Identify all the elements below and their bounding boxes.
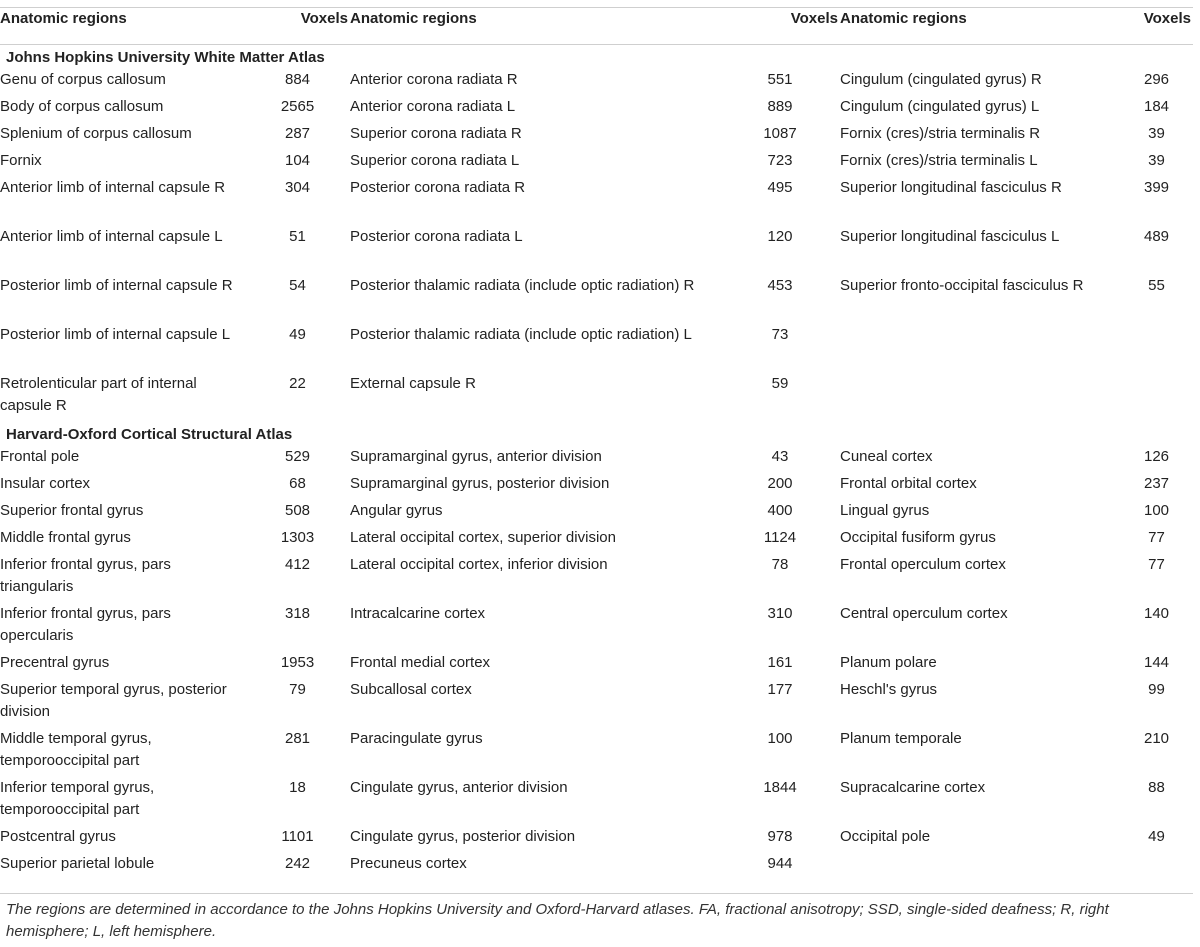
region-name: Subcallosal cortex (350, 681, 472, 698)
voxel-count: 126 (1143, 448, 1170, 465)
section-title: Harvard-Oxford Cortical Structural Atlas (6, 426, 293, 443)
region-name: Planum polare (840, 654, 937, 671)
voxel-count: 59 (771, 375, 789, 392)
table-row (0, 500, 1193, 527)
region-name: Precuneus cortex (350, 855, 467, 872)
region-name: Anterior limb of internal capsule L (0, 228, 223, 245)
table-row (0, 275, 1193, 324)
voxel-count: 489 (1143, 228, 1170, 245)
table-row (0, 150, 1193, 177)
region-name: Supracalcarine cortex (840, 779, 986, 796)
voxel-count: 508 (284, 502, 311, 519)
region-name: Posterior limb of internal capsule R (0, 277, 233, 294)
region-name: Posterior thalamic radiata (include optic radiation) R (350, 277, 695, 294)
region-name (840, 373, 1120, 422)
table-row (0, 69, 1193, 96)
voxel-count: 18 (289, 779, 306, 796)
voxel-count: 310 (767, 605, 793, 622)
region-name: Superior corona radiata L (350, 152, 520, 169)
voxel-count: 453 (767, 277, 793, 294)
region-name: Superior temporal gyrus, posterior division (0, 681, 227, 720)
table-row (0, 853, 1193, 880)
region-name: Lingual gyrus (840, 502, 930, 519)
voxel-count: 495 (767, 179, 793, 196)
table-row (0, 554, 1193, 603)
region-name: External capsule R (350, 375, 476, 392)
region-name: Fornix (cres)/stria terminalis L (840, 152, 1038, 169)
table-row (0, 373, 1193, 422)
table-row (0, 123, 1193, 150)
table-row (0, 226, 1193, 275)
voxel-count: 161 (767, 654, 793, 671)
region-name: Inferior frontal gyrus, pars opercularis (0, 605, 171, 644)
region-name: Planum temporale (840, 730, 962, 747)
region-name: Anterior limb of internal capsule R (0, 179, 226, 196)
voxel-count: 79 (289, 681, 306, 698)
voxel-count: 144 (1143, 654, 1170, 671)
header-voxels-3: Voxels (1120, 8, 1193, 45)
section-row (0, 45, 1193, 70)
table-row (0, 603, 1193, 652)
section-row (0, 422, 1193, 446)
voxel-count: 43 (771, 448, 789, 465)
voxel-count: 39 (1148, 152, 1165, 169)
voxel-count: 68 (289, 475, 306, 492)
region-name: Anterior corona radiata L (350, 98, 516, 115)
voxel-count: 944 (767, 855, 793, 872)
voxel-count: 1953 (280, 654, 315, 671)
voxel-count: 978 (767, 828, 793, 845)
region-name: Postcentral gyrus (0, 828, 116, 845)
region-name: Retrolenticular part of internal capsule R (0, 375, 197, 414)
voxel-count: 184 (1143, 98, 1170, 115)
region-name: Angular gyrus (350, 502, 443, 519)
voxel-count (1120, 324, 1193, 373)
table-footnote: The regions are determined in accordance to the Johns Hopkins University and Oxford-Harvard atlases. FA, fractional anisotropy; SSD, single-sided deafness; R, right hemisphere; L, left hemisphere. (6, 901, 1109, 940)
region-name: Precentral gyrus (0, 654, 110, 671)
voxel-count: 1303 (280, 529, 315, 546)
voxel-count: 200 (767, 475, 793, 492)
table-row (0, 728, 1193, 777)
region-name: Superior longitudinal fasciculus R (840, 179, 1062, 196)
voxel-count (1120, 373, 1193, 422)
region-name: Cingulate gyrus, anterior division (350, 779, 568, 796)
region-name: Superior frontal gyrus (0, 502, 144, 519)
region-name: Body of corpus callosum (0, 98, 164, 115)
region-name: Frontal medial cortex (350, 654, 491, 671)
header-voxels-1: Voxels (245, 8, 350, 45)
region-name: Frontal pole (0, 448, 80, 465)
region-name: Lateral occipital cortex, superior division (350, 529, 616, 546)
voxel-count: 400 (767, 502, 793, 519)
voxel-count: 77 (1148, 529, 1165, 546)
voxel-count: 281 (284, 730, 311, 747)
footnote-divider (0, 893, 1193, 894)
table-row (0, 679, 1193, 728)
voxel-count: 100 (767, 730, 793, 747)
region-name: Heschl's gyrus (840, 681, 938, 698)
voxel-count: 210 (1143, 730, 1170, 747)
region-name: Occipital pole (840, 828, 931, 845)
table-row (0, 826, 1193, 853)
region-name: Superior fronto-occipital fasciculus R (840, 277, 1084, 294)
voxel-count: 104 (284, 152, 311, 169)
table-row (0, 324, 1193, 373)
region-name: Splenium of corpus callosum (0, 125, 192, 142)
region-name: Inferior frontal gyrus, pars triangularis (0, 556, 171, 595)
voxel-count: 529 (284, 448, 311, 465)
table-row (0, 527, 1193, 554)
region-name: Insular cortex (0, 475, 91, 492)
voxel-count: 723 (767, 152, 793, 169)
region-name: Posterior corona radiata R (350, 179, 526, 196)
table-row (0, 177, 1193, 226)
voxel-count: 100 (1143, 502, 1170, 519)
region-name: Central operculum cortex (840, 605, 1008, 622)
region-name: Paracingulate gyrus (350, 730, 483, 747)
voxel-count: 99 (1148, 681, 1165, 698)
region-name: Superior longitudinal fasciculus L (840, 228, 1060, 245)
voxel-count: 78 (771, 556, 789, 573)
region-name: Lateral occipital cortex, inferior division (350, 556, 608, 573)
region-name: Middle temporal gyrus, temporooccipital part (0, 730, 152, 769)
header-row (0, 8, 1193, 45)
table-row (0, 777, 1193, 826)
voxel-count: 551 (767, 71, 793, 88)
region-name: Superior corona radiata R (350, 125, 522, 142)
voxel-count: 287 (284, 125, 311, 142)
voxel-count: 77 (1148, 556, 1165, 573)
table-header (0, 8, 1193, 45)
voxel-count: 399 (1143, 179, 1170, 196)
voxel-count: 55 (1148, 277, 1165, 294)
region-name: Superior parietal lobule (0, 855, 155, 872)
voxel-count: 318 (284, 605, 311, 622)
region-name: Supramarginal gyrus, posterior division (350, 475, 610, 492)
region-name: Cuneal cortex (840, 448, 933, 465)
region-name: Cingulum (cingulated gyrus) L (840, 98, 1040, 115)
region-name: Frontal operculum cortex (840, 556, 1006, 573)
voxel-count: 242 (284, 855, 311, 872)
voxel-count: 296 (1143, 71, 1170, 88)
region-name (840, 324, 1120, 373)
anatomic-regions-table (0, 7, 1193, 880)
voxel-count: 88 (1148, 779, 1165, 796)
voxel-count (1120, 853, 1193, 880)
header-anatomic-regions-1: Anatomic regions (0, 8, 245, 45)
table-row (0, 473, 1193, 500)
voxel-count: 1087 (763, 125, 797, 142)
region-name: Occipital fusiform gyrus (840, 529, 996, 546)
region-name: Posterior corona radiata L (350, 228, 523, 245)
region-name: Cingulum (cingulated gyrus) R (840, 71, 1042, 88)
region-name: Intracalcarine cortex (350, 605, 486, 622)
voxel-count: 889 (767, 98, 793, 115)
voxel-count: 51 (289, 228, 306, 245)
voxel-count: 73 (771, 326, 789, 343)
region-name: Supramarginal gyrus, anterior division (350, 448, 602, 465)
region-name: Fornix (cres)/stria terminalis R (840, 125, 1041, 142)
voxel-count: 2565 (280, 98, 315, 115)
voxel-count: 140 (1143, 605, 1170, 622)
voxel-count: 884 (284, 71, 311, 88)
region-name: Cingulate gyrus, posterior division (350, 828, 576, 845)
table-row (0, 652, 1193, 679)
region-name: Middle frontal gyrus (0, 529, 131, 546)
voxel-count: 39 (1148, 125, 1165, 142)
region-name: Posterior limb of internal capsule L (0, 326, 231, 343)
table-body (0, 45, 1193, 881)
voxel-count: 304 (284, 179, 311, 196)
voxel-count: 1101 (281, 828, 314, 845)
voxel-count: 1124 (763, 529, 797, 546)
header-voxels-2: Voxels (720, 8, 840, 45)
voxel-count: 177 (767, 681, 793, 698)
header-anatomic-regions-2: Anatomic regions (350, 8, 720, 45)
region-name: Inferior temporal gyrus, temporooccipital part (0, 779, 155, 818)
header-anatomic-regions-3: Anatomic regions (840, 8, 1120, 45)
region-name: Genu of corpus callosum (0, 71, 166, 88)
section-title: Johns Hopkins University White Matter Atlas (6, 49, 325, 66)
voxel-count: 49 (1148, 828, 1165, 845)
region-name: Posterior thalamic radiata (include optic radiation) L (350, 326, 692, 343)
voxel-count: 120 (767, 228, 793, 245)
region-name: Frontal orbital cortex (840, 475, 977, 492)
table-row (0, 96, 1193, 123)
region-name: Fornix (0, 152, 42, 169)
voxel-count: 49 (289, 326, 306, 343)
voxel-count: 22 (289, 375, 306, 392)
voxel-count: 1844 (763, 779, 797, 796)
region-name (840, 853, 1120, 880)
table-row (0, 446, 1193, 473)
voxel-count: 412 (284, 556, 311, 573)
voxel-count: 237 (1143, 475, 1170, 492)
voxel-count: 54 (289, 277, 306, 294)
region-name: Anterior corona radiata R (350, 71, 518, 88)
